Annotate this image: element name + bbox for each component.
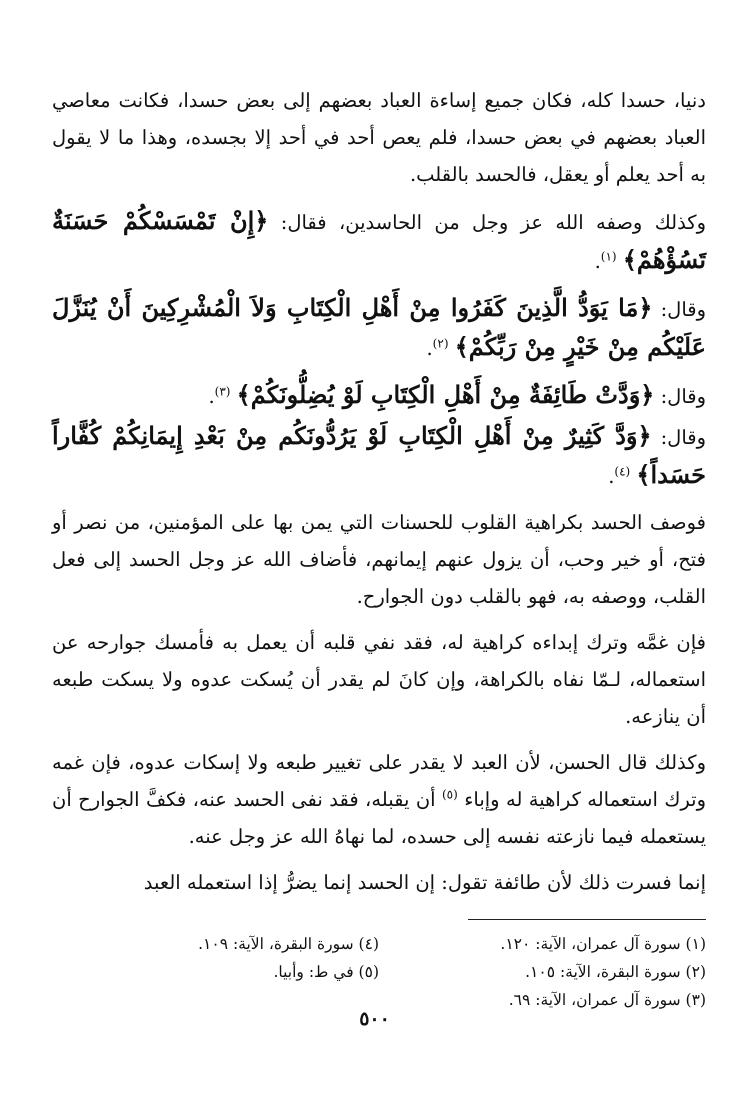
verse-intro: وقال: xyxy=(660,298,706,321)
footnotes-left-column xyxy=(52,930,379,1014)
footnote-ref: (٢) xyxy=(432,336,449,351)
paragraph-2: فوصف الحسد بكراهية القلوب للحسنات التي يمن بها على المؤمنين، من نصر أو فتح، أو خير وحب، أن يزول عنهم إيمانهم، فأضاف الله عز وجل الحسد إلى فعل القلب، ووصفه به، فهو بالقلب دون الجوارح. xyxy=(52,511,706,608)
verse-intro: وكذلك وصفه الله عز وجل من الحاسدين، فقال: xyxy=(280,211,707,234)
quran-verse: ﴿وَدَّ كَثِيرٌ مِنْ أَهْلِ الْكِتَابِ لَوْ يَرُدُّونَكُم مِنْ بَعْدِ إِيمَانِكُمْ كُفَّاراً حَسَداً﴾ xyxy=(52,421,706,489)
quran-verse: ﴿إِنْ تَمْسَسْكُمْ حَسَنَةٌ تَسُؤْهُمْ﴾ xyxy=(52,206,706,274)
paragraph-5: إنما فسرت ذلك لأن طائفة تقول: إن الحسد إنما يضرُّ إذا استعمله العبد xyxy=(143,871,706,894)
quran-verse: ﴿مَا يَوَدُّ الَّذِينَ كَفَرُوا مِنْ أَهْلِ الْكِتَابِ وَلاَ الْمُشْرِكِينَ أَنْ يُنَزَّلَ عَلَيْكُم مِنْ خَيْرٍ مِنْ رَبِّكُمْ﴾ xyxy=(52,293,706,361)
footnote-ref: (١) xyxy=(600,249,617,264)
footnote-ref: (٣) xyxy=(214,384,231,399)
page-number: ٥٠٠ xyxy=(359,1008,390,1030)
paragraph-4-part-1: وكذلك قال الحسن، لأن العبد لا يقدر على تغيير طبعه ولا إسكات عدوه، فإن غمه وترك استعماله كراهية له وإباء xyxy=(52,751,706,811)
footnote-4: (٤) سورة البقرة، الآية: ١٠٩. xyxy=(198,935,379,953)
paragraph-verse-2 xyxy=(52,289,706,367)
footnote-3: (٣) سورة آل عمران، الآية: ٦٩. xyxy=(508,991,706,1009)
footnote-2: (٢) سورة البقرة، الآية: ١٠٥. xyxy=(525,963,706,981)
verse-intro: وقال: xyxy=(660,385,706,408)
paragraph-verse-4 xyxy=(52,417,706,495)
footnote-5: (٥) في ط: وأبيا. xyxy=(273,963,379,981)
paragraph-4 xyxy=(52,744,706,855)
footnotes xyxy=(52,930,706,1014)
paragraph-1: دنيا، حسدا كله، فكان جميع إساءة العباد بعضهم إلى بعض حسدا، فكانت معاصي العباد بعضهم في بعض حسدا، فلم يعص أحد في أحد إلا بجسده، وهذا ما لا يقول به أحد يعلم أو يعقل، فالحسد بالقلب. xyxy=(52,89,706,186)
paragraph-3: فإن غمَّه وترك إبداءه كراهية له، فقد نفي قلبه أن يعمل به فأمسك جوارحه عن استعماله، لـمّا نفاه بالكراهة، وإن كانَ لم يقدر أن يُسكت عدوه ولا يسكت طبعه أن ينازعه. xyxy=(52,631,706,728)
end-punct: . xyxy=(608,465,615,488)
footnote-1: (١) سورة آل عمران، الآية: ١٢٠. xyxy=(500,935,706,953)
footnotes-right-column xyxy=(379,930,706,1014)
page-body xyxy=(52,82,706,1014)
footnote-ref: (٥) xyxy=(441,787,458,802)
paragraph-verse-3 xyxy=(52,376,706,415)
paragraph-4-part-2: أن يقبله، فقد نفى الحسد عنه، فكفَّ الجوارح أن يستعمله فيما نازعته نفسه إلى حسده، لما نهاهُ الله عز وجل عنه. xyxy=(52,788,706,848)
quran-verse: ﴿وَدَّتْ طَائِفَةٌ مِنْ أَهْلِ الْكِتَابِ لَوْ يُضِلُّونَكُمْ﴾ xyxy=(236,380,655,409)
footnote-separator xyxy=(468,919,706,920)
end-punct: . xyxy=(208,385,215,408)
footnote-ref: (٤) xyxy=(614,464,631,479)
verse-intro: وقال: xyxy=(660,426,706,449)
end-punct: . xyxy=(594,250,601,273)
end-punct: . xyxy=(426,337,433,360)
paragraph-verse-1 xyxy=(52,202,706,280)
